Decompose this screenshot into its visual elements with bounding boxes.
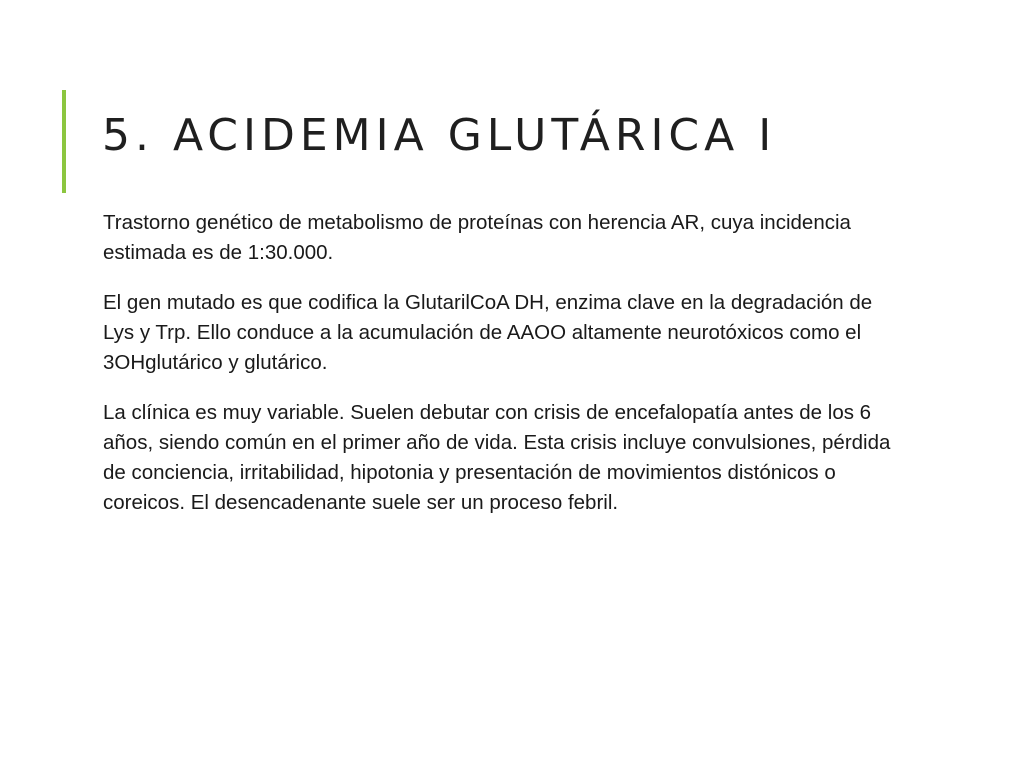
paragraph-gene-mutation: El gen mutado es que codifica la GlutarilCoA DH, enzima clave en la degradación de Lys y Trp. Ello conduce a la acumulación de AAOO altamente neurotóxicos como el 3OHglutárico y glutárico. xyxy=(103,291,873,374)
title-accent-bar xyxy=(62,90,66,193)
slide-title: 5. ACIDEMIA GLUTÁRICA I xyxy=(102,110,777,161)
paragraph-clinical-presentation: La clínica es muy variable. Suelen debutar con crisis de encefalopatía antes de los 6 años, siendo común en el primer año de vida. Esta crisis incluye convulsiones, pérdida de conciencia, irritabilidad, hipotonia y presentación de movimientos distónicos o coreicos. El desencadenante suele ser un proceso febril. xyxy=(103,401,891,514)
paragraph-inheritance: Trastorno genético de metabolismo de proteínas con herencia AR, cuya incidencia estimada es de 1:30.000. xyxy=(103,211,851,264)
slide-body xyxy=(103,208,903,538)
